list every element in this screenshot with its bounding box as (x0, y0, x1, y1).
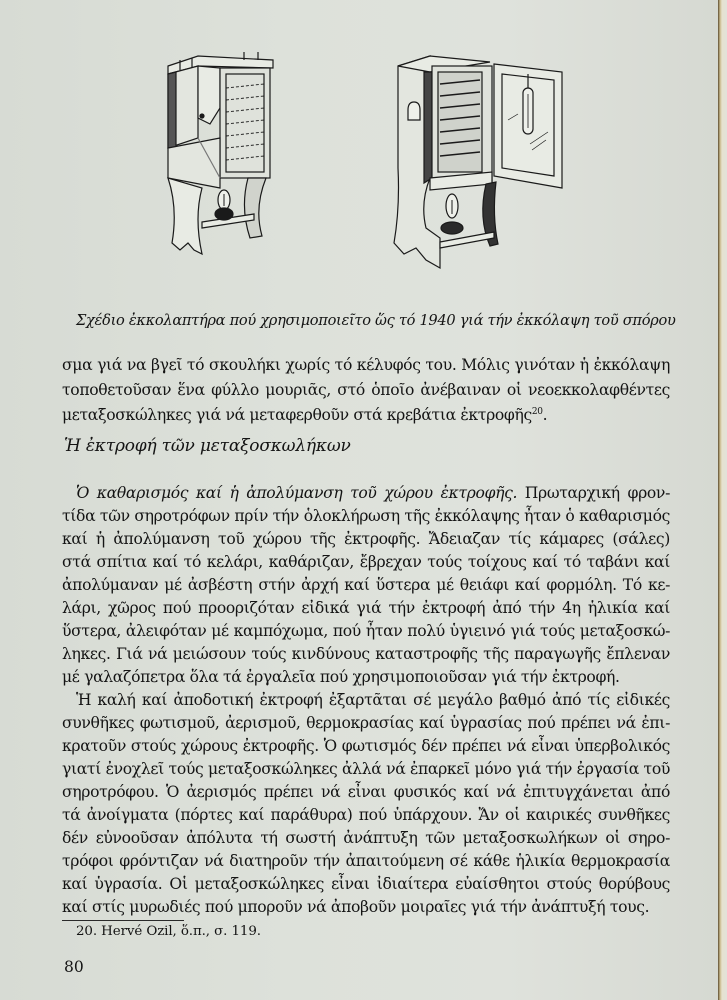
body-line-text: μεταξοσκώληκες γιά νά μεταφερθοῦν στά κρεβάτια ἐκτροφῆς (62, 406, 532, 424)
incubator-leg-left (168, 178, 202, 254)
body-line: τά ἀνοίγματα (πόρτες καί παράθυρα) πού ὑπάρχουν. Ἄν οἱ καιρικές συνθῆκες (62, 806, 670, 824)
footnote-reference[interactable]: 20 (531, 406, 543, 417)
incubator-leg-right (244, 178, 266, 238)
body-line: λάρι, χῶρος πού προοριζόταν εἰδικά γιά τήν ἐκτροφή ἀπό τήν 4η ἡλικία καί (62, 599, 670, 617)
body-line: σηροτρόφου. Ὁ ἀερισμός πρέπει νά εἶναι φυσικός καί νά ἐπιτυγχάνεται ἀπό (62, 783, 670, 801)
oil-lamp-icon (215, 190, 233, 220)
end-punctuation: . (542, 406, 548, 424)
body-line: Ἡ καλή καί ἀποδοτική ἐκτροφή ἐξαρτᾶται σέ μεγάλο βαθμό ἀπό τίς εἰδικές (76, 691, 670, 709)
figure-caption: Σχέδιο ἐκκολαπτήρα πού χρησιμοποιεῖτο ὥς τό 1940 γιά τήν ἐκκόλαψη τοῦ σπόρου (76, 312, 676, 329)
incubator-closed-illustration (158, 38, 278, 268)
oil-lamp-icon (441, 194, 463, 234)
body-line: τίδα τῶν σηροτρόφων πρίν τήν ὁλοκλήρωση τῆς ἐκκόλαψης ἦταν ὁ καθαρισμός (62, 507, 670, 525)
footnote (76, 924, 261, 939)
body-line: τοποθετοῦσαν ἕνα φύλλο μουριᾶς, στό ὁποῖο ἀνέβαιναν οἱ νεοεκκολαφθέντες (62, 381, 670, 399)
section-heading: Ἡ ἐκτροφή τῶν μεταξοσκωλήκων (64, 436, 351, 456)
run-in-heading: Ὁ καθαρισμός καί ἡ ἀπολύμανση τοῦ χώρου ἐκτροφῆς. (76, 484, 518, 502)
body-line: καί στίς μυρωδιές πού μποροῦν νά ἀποβοῦν μοιραῖες γιά τήν ἀνάπτυξή τους. (62, 898, 650, 916)
body-line: συνθῆκες φωτισμοῦ, ἀερισμοῦ, θερμοκρασίας καί ὑγρασίας πού πρέπει νά ἐπι- (62, 714, 670, 732)
body-line: γιατί ἐνοχλεῖ τούς μεταξοσκώληκες ἀλλά νά ἐπαρκεῖ μόνο γιά τήν ἐργασία τοῦ (62, 760, 670, 778)
footnote-number: 20. (76, 924, 97, 939)
body-line: ὕστερα, ἀλειφόταν μέ καμπόχωμα, πού ἦταν πολύ ὑγιεινό γιά τούς μεταξοσκώ- (62, 622, 670, 640)
body-line: στά σπίτια καί τό κελάρι, καθάριζαν, ἔβρεχαν τούς τοίχους καί τό ταβάνι καί (62, 553, 670, 571)
incubator-open-illustration (390, 28, 570, 273)
body-line: μέ γαλαζόπετρα ὅλα τά ἐργαλεῖα πού χρησιμοποιοῦσαν γιά τήν ἐκτροφή. (62, 668, 620, 686)
body-line-text: Πρωταρχική φρον- (517, 484, 670, 502)
body-line: καί ὑγρασία. Οἱ μεταξοσκώληκες εἶναι ἰδιαίτερα εὐαίσθητοι στούς θορύβους (62, 875, 670, 893)
body-line: ληκες. Γιά νά μειώσουν τούς κινδύνους καταστροφῆς τῆς παραγωγῆς ἔπλεναν (62, 645, 670, 663)
body-line: δέν εὐνοοῦσαν ἀπόλυτα τή σωστή ἀνάπτυξη τῶν μεταξοσκωλήκων οἱ σηρο- (62, 829, 670, 847)
body-line (76, 484, 670, 502)
page-edge (718, 0, 727, 1000)
body-line: καί ἡ ἀπολύμανση τοῦ χώρου τῆς ἐκτροφῆς. Ἄδειαζαν τίς κάμαρες (σάλες) (62, 530, 670, 548)
side-vent-icon (408, 102, 420, 120)
figure-incubators (0, 0, 718, 329)
body-line (62, 406, 670, 424)
footnote-rule (62, 920, 184, 921)
body-line: τρόφοι φρόντιζαν νά διατηροῦν τήν ἀπαιτούμενη σέ κάθε ἡλικία θερμοκρασία (62, 852, 670, 870)
page-number: 80 (64, 958, 84, 976)
incubator-shelf (440, 232, 494, 248)
body-line: σμα γιά να βγεῖ τό σκουλήκι χωρίς τό κέλυφός του. Μόλις γινόταν ἡ ἐκκόλαψη (62, 356, 670, 374)
body-line: ἀπολύμαναν μέ ἀσβέστη στήν ἀρχή καί ὕστερα μέ θειάφι καί φορμόλη. Τό κε- (62, 576, 670, 594)
footnote-text: Hervé Ozil, ὅ.π., σ. 119. (101, 924, 261, 939)
body-line: κρατοῦν στούς χώρους ἐκτροφῆς. Ὁ φωτισμός δέν πρέπει νά εἶναι ὑπερβολικός (62, 737, 670, 755)
